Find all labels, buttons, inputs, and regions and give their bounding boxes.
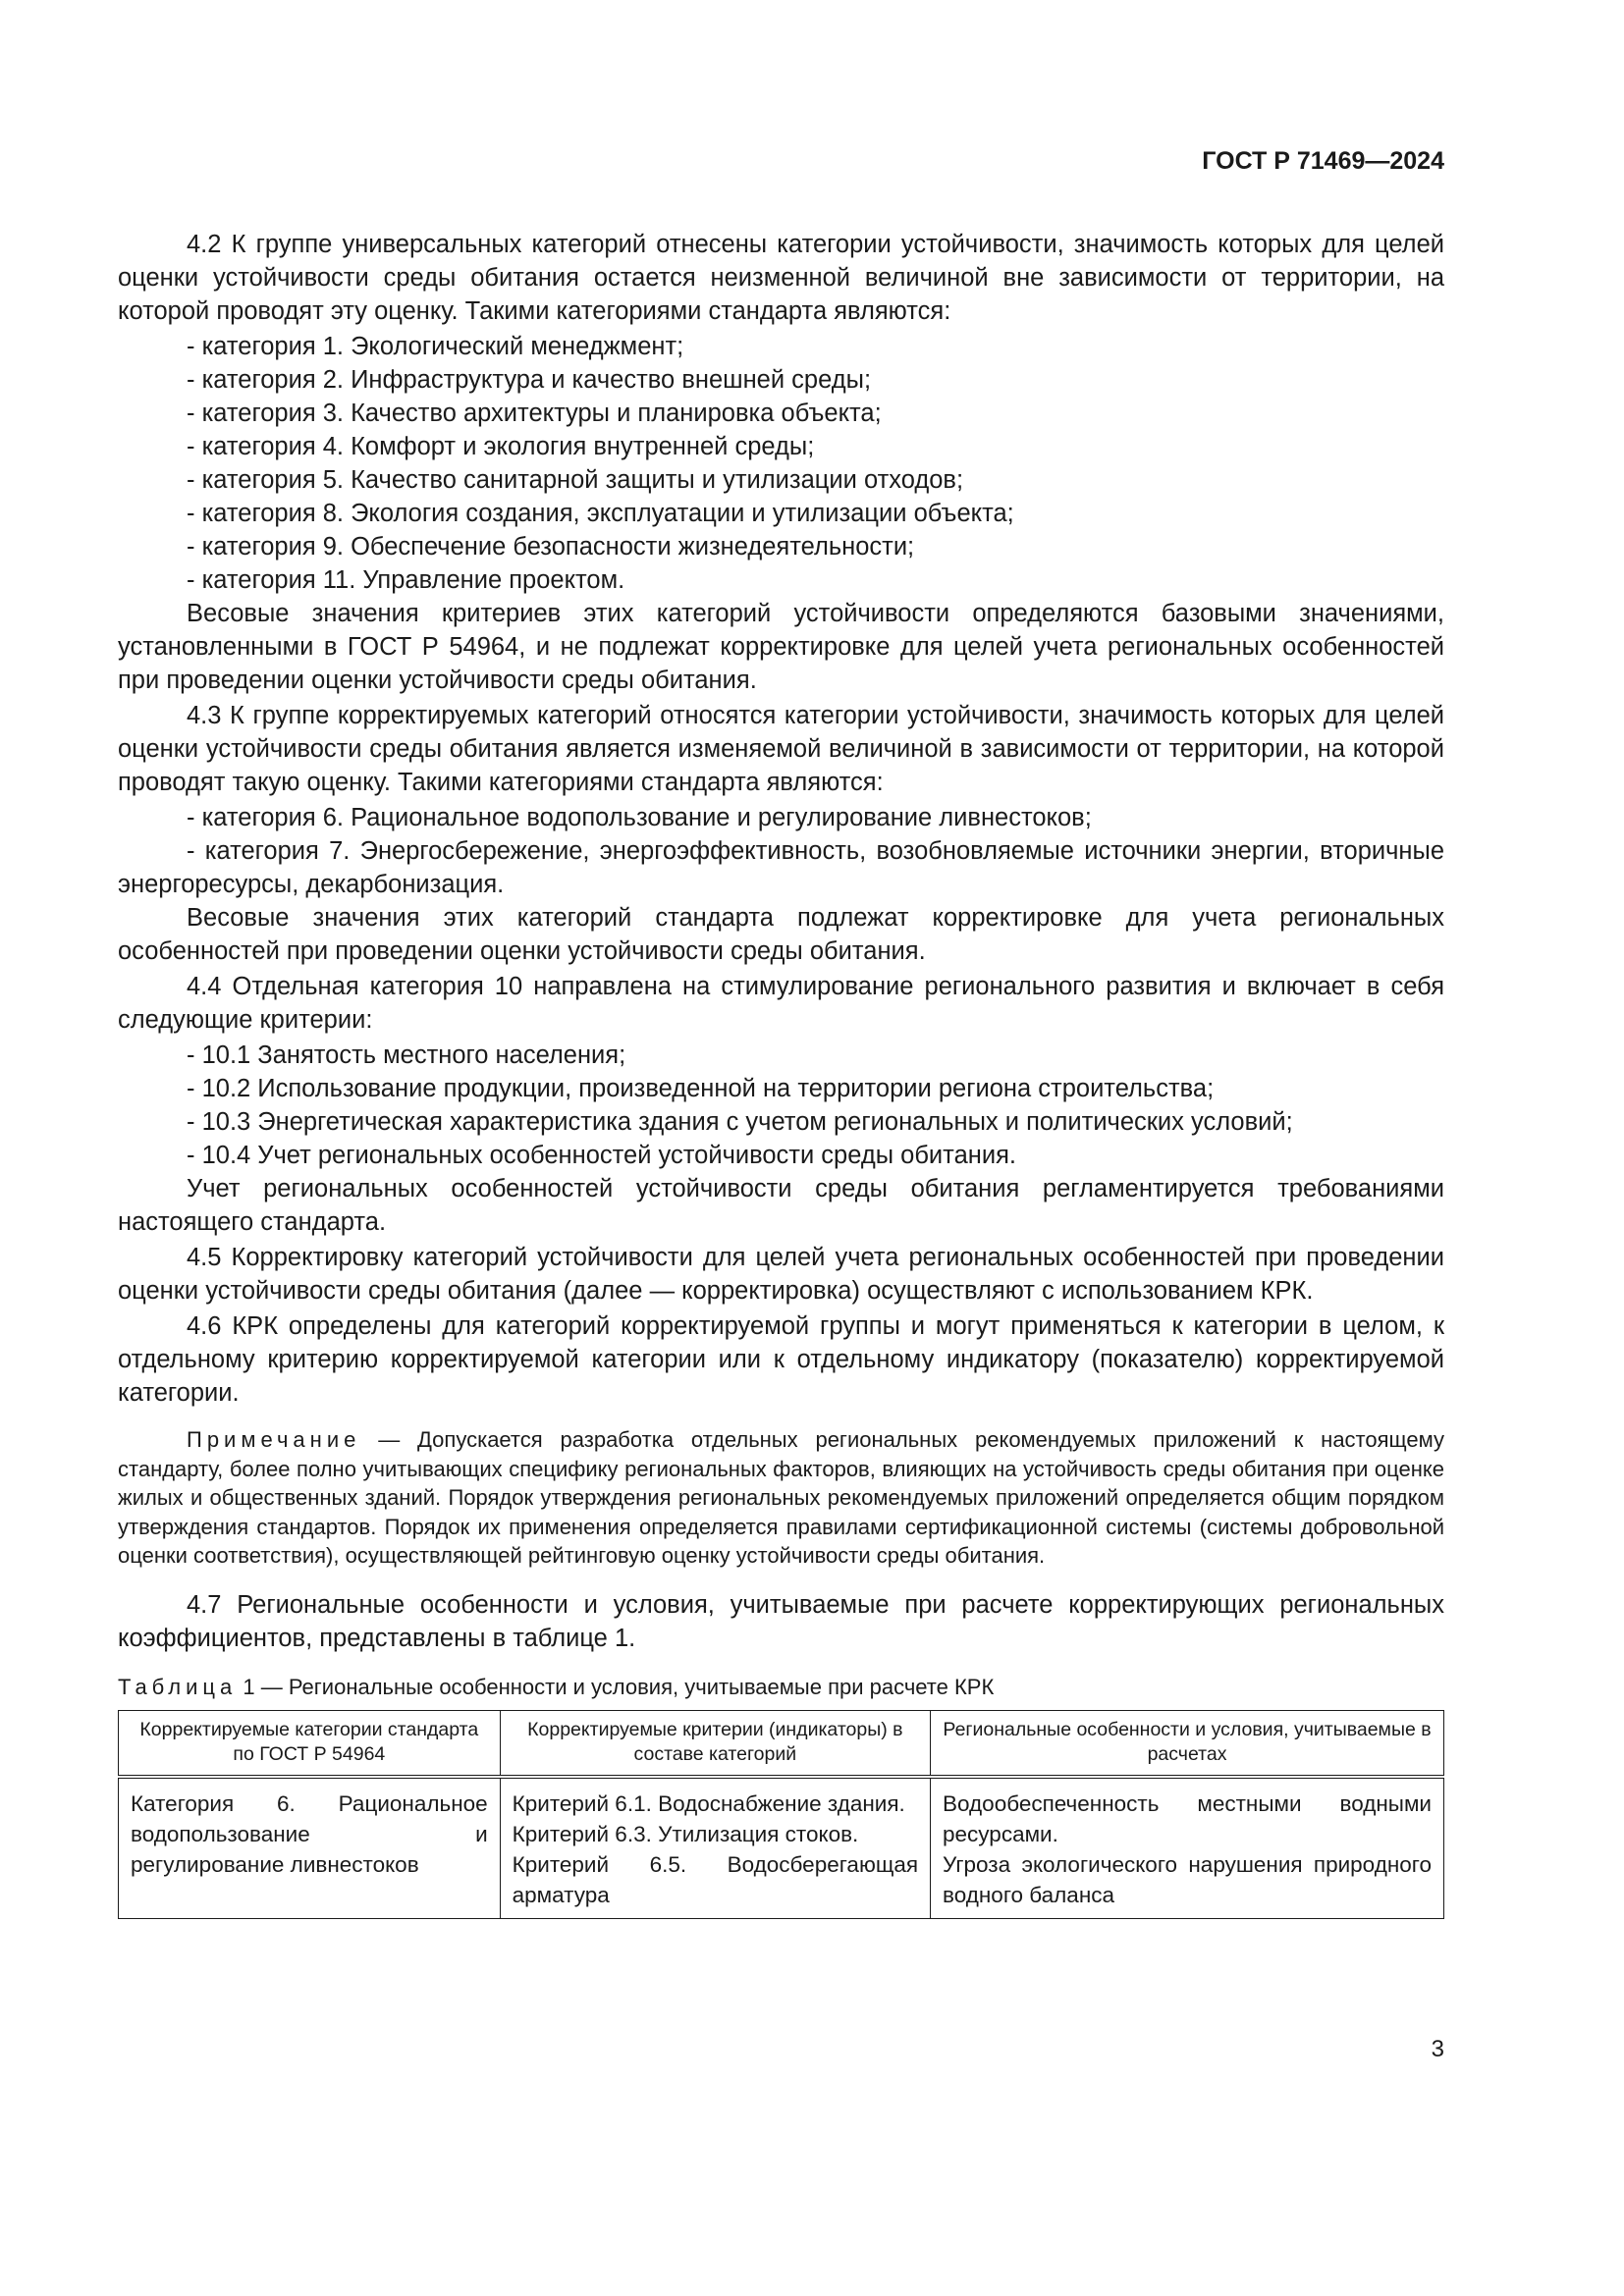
note [118, 1425, 1444, 1571]
list-item: - категория 6. Рациональное водопользование и регулирование ливнестоков; [187, 804, 1092, 831]
list-item: - 10.3 Энергетическая характеристика здания с учетом региональных и политических условий; [187, 1108, 1293, 1136]
list-item: - категория 9. Обеспечение безопасности жизнедеятельности; [187, 533, 915, 561]
list-item: - категория 11. Управление проектом. [187, 566, 625, 594]
paragraph-4-7: 4.7 Региональные особенности и условия, учитываемые при расчете корректирующих региональных коэффициентов, представлены в таблице 1. [118, 1590, 1444, 1652]
table-caption [118, 1673, 1444, 1702]
list-item: - 10.4 Учет региональных особенностей устойчивости среды обитания. [187, 1142, 1016, 1169]
note-label: Примечание [187, 1427, 361, 1452]
table-row [119, 1777, 1444, 1919]
list-item: - 10.2 Использование продукции, произведенной на территории региона строительства; [187, 1075, 1215, 1102]
paragraph-4-4-outro: Учет региональных особенностей устойчивости среды обитания регламентируется требованиями настоящего стандарта. [118, 1175, 1444, 1236]
list-item: - категория 3. Качество архитектуры и планировка объекта; [187, 400, 882, 427]
table-cell [500, 1777, 930, 1919]
document-body [118, 228, 1444, 1919]
table-caption-label: Таблица [118, 1674, 238, 1699]
list-item: - категория 1. Экологический менеджмент; [187, 333, 684, 360]
cell-line: Критерий 6.3. Утилизация стоков. [512, 1821, 859, 1846]
note-text: — Допускается разработка отдельных региональных рекомендуемых приложений к настоящему стандарту, более полно учитывающих специфику региональных факторов, влияющих на устойчивость среды обитания при оценке жилых и общественных зданий. Порядок утверждения региональных рекомендуемых приложений определяется общим порядком утверждения стандартов. Порядок их применения определяется правилами сертификационной системы (системы добровольной оценки соответствия), осуществляющей рейтинговую оценку устойчивости среды обитания. [118, 1427, 1444, 1568]
table-1 [118, 1710, 1444, 1919]
table-caption-text: 1 — Региональные особенности и условия, учитываемые при расчете КРК [237, 1674, 995, 1699]
table-header-row [119, 1710, 1444, 1777]
table-header-cell: Корректируемые категории стандарта по ГОСТ Р 54964 [119, 1710, 501, 1777]
paragraph-4-5: 4.5 Корректировку категорий устойчивости для целей учета региональных особенностей при проведении оценки устойчивости среды обитания (далее — корректировка) осуществляют с использованием КРК. [118, 1244, 1444, 1305]
table-header-cell: Региональные особенности и условия, учитываемые в расчетах [931, 1710, 1444, 1777]
list-item: - категория 2. Инфраструктура и качество внешней среды; [187, 366, 872, 394]
paragraph-4-2: 4.2 К группе универсальных категорий отнесены категории устойчивости, значимость которых для целей оценки устойчивости среды обитания остается неизменной величиной вне зависимости от территории, на которой проводят эту оценку. Такими категориями стандарта являются: [118, 231, 1444, 325]
page-number: 3 [1431, 2036, 1444, 2062]
cell-text: Категория 6. Рациональное водопользование и регулирование ливнестоков [131, 1790, 488, 1877]
list-item: - 10.1 Занятость местного населения; [187, 1041, 626, 1069]
table-header-cell: Корректируемые критерии (индикаторы) в составе категорий [500, 1710, 930, 1777]
cell-line: Критерий 6.5. Водосберегающая арматура [512, 1851, 919, 1907]
cell-line: Критерий 6.1. Водоснабжение здания. [512, 1790, 905, 1816]
document-header: ГОСТ Р 71469—2024 [1202, 147, 1444, 175]
list-item: - категория 5. Качество санитарной защиты и утилизации отходов; [187, 466, 964, 494]
list-item: - категория 4. Комфорт и экология внутренней среды; [187, 433, 815, 460]
list-item: - категория 8. Экология создания, эксплуатации и утилизации объекта; [187, 500, 1014, 527]
list-item: - категория 7. Энергосбережение, энергоэффективность, возобновляемые источники энергии, вторичные энергоресурсы, декарбонизация. [118, 837, 1444, 898]
paragraph-4-6: 4.6 КРК определены для категорий корректируемой группы и могут применяться к категории в целом, к отдельному критерию корректируемой категории или к отдельному индикатору (показателю) корректируемой категории. [118, 1312, 1444, 1407]
paragraph-4-4: 4.4 Отдельная категория 10 направлена на стимулирование регионального развития и включает в себя следующие критерии: [118, 973, 1444, 1034]
table-cell [931, 1777, 1444, 1919]
cell-line: Водообеспеченность местными водными ресурсами. [943, 1790, 1432, 1846]
paragraph-4-2-outro: Весовые значения критериев этих категорий устойчивости определяются базовыми значениями, установленными в ГОСТ Р 54964, и не подлежат корректировке для целей учета региональных особенностей при проведении оценки устойчивости среды обитания. [118, 600, 1444, 694]
cell-line: Угроза экологического нарушения природного водного баланса [943, 1851, 1432, 1907]
paragraph-4-3-outro: Весовые значения этих категорий стандарта подлежат корректировке для учета региональных особенностей при проведении оценки устойчивости среды обитания. [118, 904, 1444, 965]
table-cell [119, 1777, 501, 1919]
paragraph-4-3: 4.3 К группе корректируемых категорий относятся категории устойчивости, значимость которых для целей оценки устойчивости среды обитания является изменяемой величиной в зависимости от территории, на которой проводят такую оценку. Такими категориями стандарта являются: [118, 702, 1444, 796]
